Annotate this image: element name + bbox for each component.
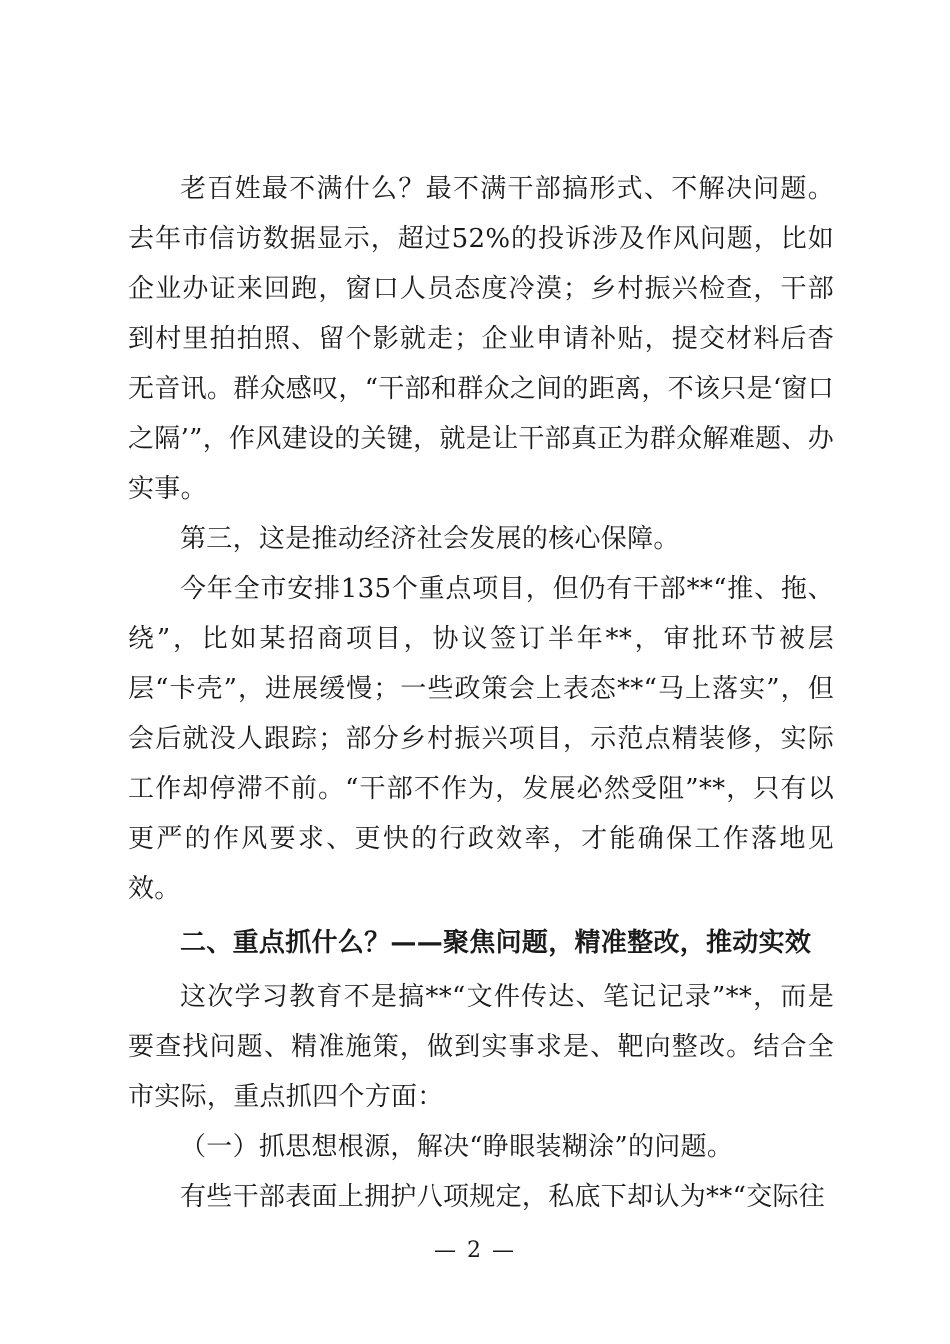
document-body bbox=[128, 164, 834, 1222]
page-number: — 2 — bbox=[434, 1238, 516, 1263]
paragraph-key-projects: 今年全市安排135个重点项目，但仍有干部**“推、拖、绕”，比如某招商项目，协议签订半年**，审批环节被层层“卡壳”，进展缓慢；一些政策会上表态**“马上落实”，但会后就没人跟踪；部分乡村振兴项目，示范点精装修，实际工作却停滞不前。“干部不作为，发展必然受阻”**，只有以更严的作风要求、更快的行政效率，才能确保工作落地见效。 bbox=[128, 574, 834, 904]
paragraph-study-education: 这次学习教育不是搞**“文件传达、笔记记录”**，而是要查找问题、精准施策，做到实事求是、靶向整改。结合全市实际，重点抓四个方面： bbox=[128, 982, 834, 1112]
subheading-ideological-roots: （一）抓思想根源，解决“睁眼装糊涂”的问题。 bbox=[180, 1132, 734, 1162]
paragraph-third-point: 第三，这是推动经济社会发展的核心保障。 bbox=[180, 524, 680, 554]
paragraph-eight-rules: 有些干部表面上拥护八项规定，私底下却认为**“交际往 bbox=[180, 1182, 826, 1212]
section-heading-focus: 二、重点抓什么？——聚焦问题，精准整改，推动实效 bbox=[180, 928, 812, 958]
paragraph-complaints: 老百姓最不满什么？最不满干部搞形式、不解决问题。去年市信访数据显示，超过52%的投诉涉及作风问题，比如企业办证来回跑，窗口人员态度冷漠；乡村振兴检查，干部到村里拍拍照、留个影就走；企业申请补贴，提交材料后杳无音讯。群众感叹，“干部和群众之间的距离，不该只是‘窗口之隔’”，作风建设的关键，就是让干部真正为群众解难题、办实事。 bbox=[128, 174, 834, 504]
